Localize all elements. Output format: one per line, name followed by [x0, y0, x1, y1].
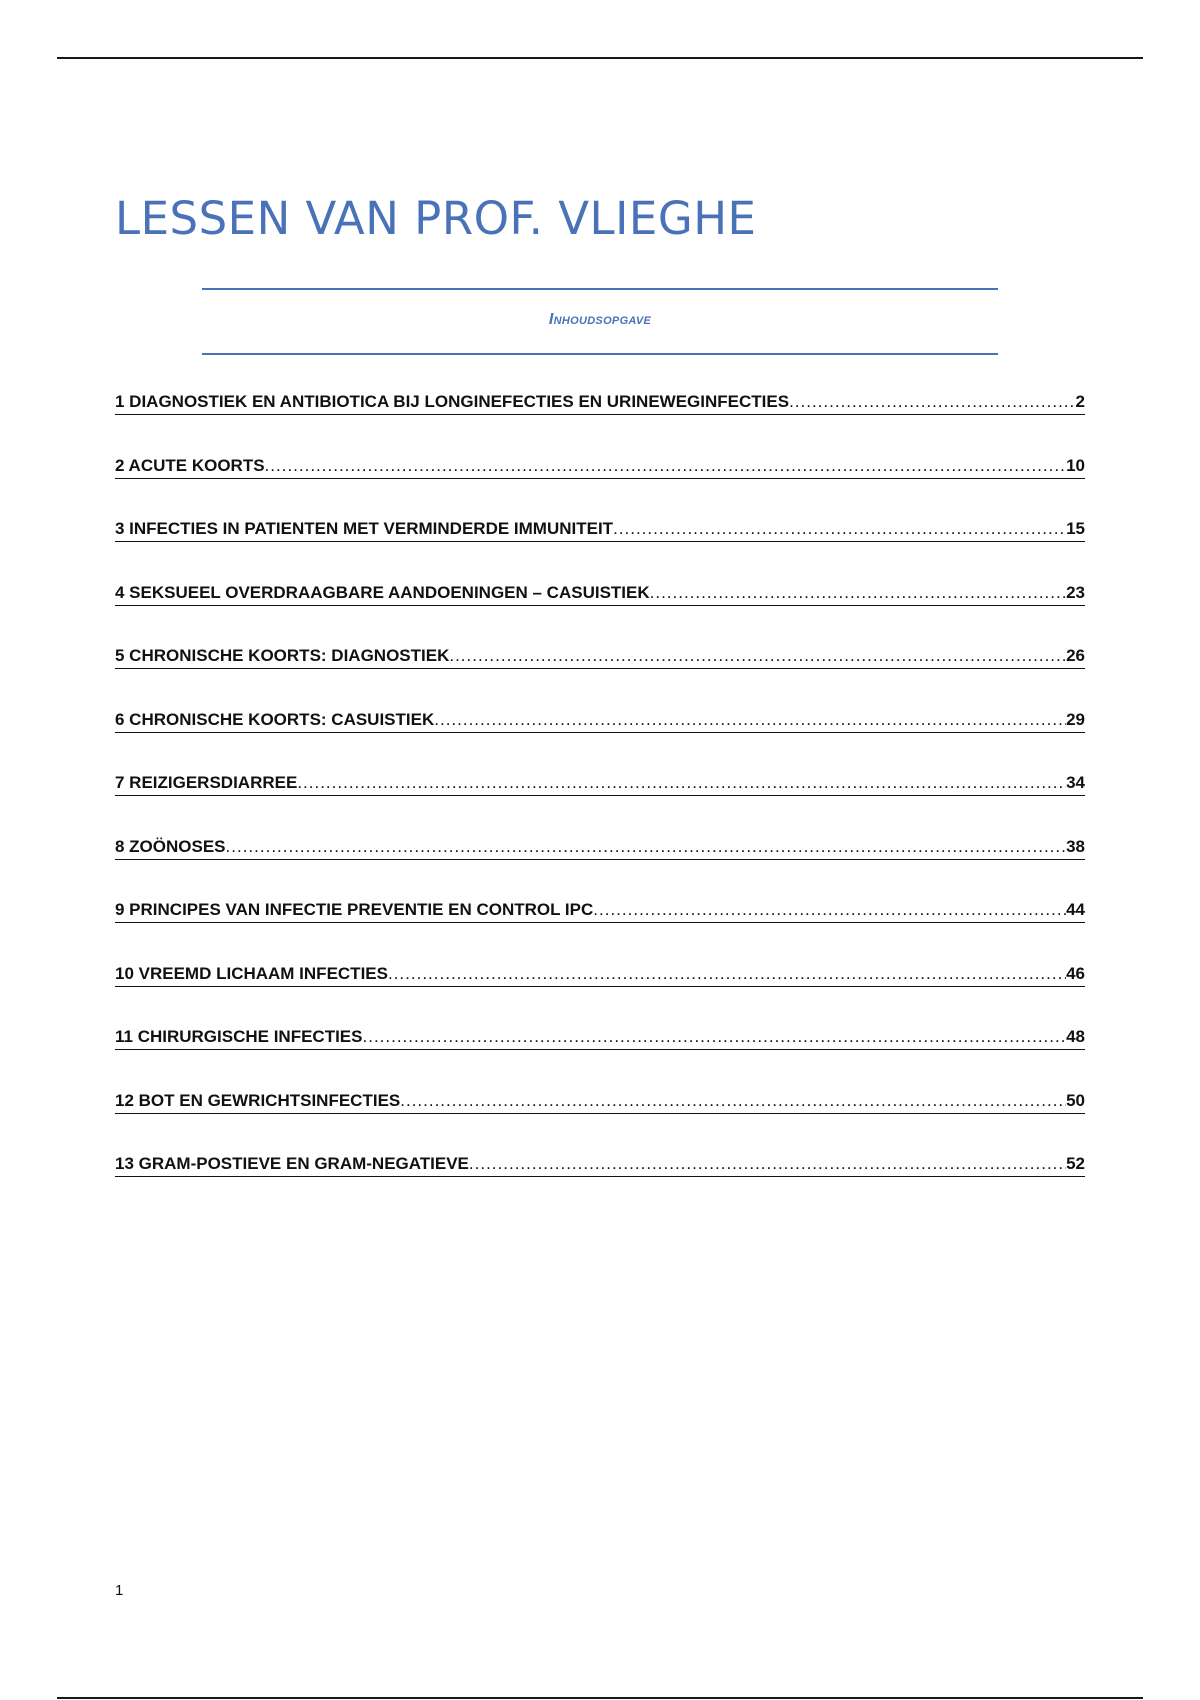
toc-entry-leader [297, 773, 1066, 796]
toc-entry[interactable] [115, 1091, 1085, 1155]
toc-entry-title[interactable]: 4 SEKSUEEL OVERDRAAGBARE AANDOENINGEN – CASUISTIEK [115, 583, 650, 606]
toc-entry[interactable] [115, 646, 1085, 710]
toc-entry-leader [388, 964, 1066, 987]
toc-entry-leader [226, 837, 1067, 860]
toc-entry-page[interactable]: 38 [1066, 837, 1085, 860]
toc-entry-leader [593, 900, 1066, 923]
toc-entry-leader [613, 519, 1066, 542]
toc-entry-page[interactable]: 26 [1066, 646, 1085, 669]
toc-entry-page[interactable]: 10 [1066, 456, 1085, 479]
toc-entry-title[interactable]: 3 INFECTIES IN PATIENTEN MET VERMINDERDE IMMUNITEIT [115, 519, 613, 542]
toc-entry[interactable] [115, 710, 1085, 774]
toc-entry-title[interactable]: 9 PRINCIPES VAN INFECTIE PREVENTIE EN CONTROL IPC [115, 900, 593, 923]
toc-heading-bottom-rule [202, 353, 998, 355]
toc-entry-page[interactable]: 46 [1066, 964, 1085, 987]
toc-entry[interactable] [115, 392, 1085, 456]
toc-entry-leader [265, 456, 1067, 479]
toc-entry-title[interactable]: 11 CHIRURGISCHE INFECTIES [115, 1027, 363, 1050]
table-of-contents [115, 392, 1085, 1218]
toc-entry-page[interactable]: 23 [1066, 583, 1085, 606]
toc-entry-title[interactable]: 8 ZOÖNOSES [115, 837, 226, 860]
toc-entry[interactable] [115, 964, 1085, 1028]
toc-entry[interactable] [115, 837, 1085, 901]
toc-entry[interactable] [115, 519, 1085, 583]
toc-entry-title[interactable]: 7 REIZIGERSDIARREE [115, 773, 297, 796]
page-bottom-rule [57, 1697, 1143, 1699]
toc-entry-page[interactable]: 44 [1066, 900, 1085, 923]
toc-entry-page[interactable]: 29 [1066, 710, 1085, 733]
toc-entry-title[interactable]: 12 BOT EN GEWRICHTSINFECTIES [115, 1091, 400, 1114]
document-title: LESSEN VAN PROF. VLIEGHE [115, 192, 757, 245]
toc-entry-leader [434, 710, 1066, 733]
toc-entry-page[interactable]: 15 [1066, 519, 1085, 542]
toc-entry-leader [789, 392, 1075, 415]
toc-entry[interactable] [115, 456, 1085, 520]
toc-entry-title[interactable]: 6 CHRONISCHE KOORTS: CASUISTIEK [115, 710, 434, 733]
toc-entry[interactable] [115, 773, 1085, 837]
toc-entry-title[interactable]: 1 DIAGNOSTIEK EN ANTIBIOTICA BIJ LONGINEFECTIES EN URINEWEGINFECTIES [115, 392, 789, 415]
toc-entry-title[interactable]: 5 CHRONISCHE KOORTS: DIAGNOSTIEK [115, 646, 449, 669]
toc-entry-page[interactable]: 2 [1076, 392, 1085, 415]
toc-entry-title[interactable]: 2 ACUTE KOORTS [115, 456, 265, 479]
page-number: 1 [115, 1582, 124, 1599]
toc-entry-leader [363, 1027, 1067, 1050]
toc-entry-page[interactable]: 48 [1066, 1027, 1085, 1050]
toc-heading: Inhoudsopgave [548, 311, 652, 328]
page-top-rule [57, 57, 1143, 59]
toc-entry-page[interactable]: 50 [1066, 1091, 1085, 1114]
toc-entry[interactable] [115, 1154, 1085, 1218]
toc-entry-title[interactable]: 10 VREEMD LICHAAM INFECTIES [115, 964, 388, 987]
toc-entry-leader [650, 583, 1066, 606]
toc-entry-leader [469, 1154, 1066, 1177]
toc-entry-title[interactable]: 13 GRAM-POSTIEVE EN GRAM-NEGATIEVE [115, 1154, 469, 1177]
toc-entry-leader [400, 1091, 1066, 1114]
toc-entry-leader [449, 646, 1066, 669]
toc-entry[interactable] [115, 1027, 1085, 1091]
toc-entry[interactable] [115, 900, 1085, 964]
toc-entry[interactable] [115, 583, 1085, 647]
toc-heading-top-rule [202, 288, 998, 290]
toc-entry-page[interactable]: 52 [1066, 1154, 1085, 1177]
toc-entry-page[interactable]: 34 [1066, 773, 1085, 796]
